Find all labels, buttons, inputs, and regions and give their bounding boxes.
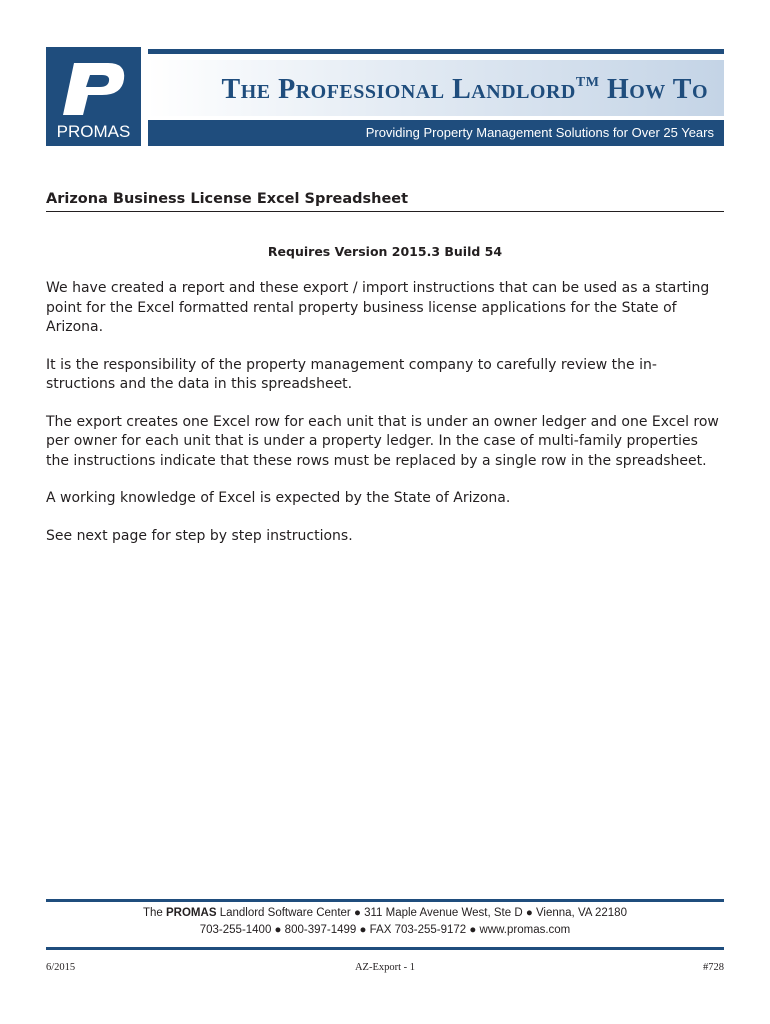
paragraph-export-rows: The export creates one Excel row for each unit that is under an owner ledger and one Excel row per owner for each unit that is under a property ledger. In the case of multi-family properties the instructions indicate that these rows must be replaced by a single row in the spreadsheet. <box>46 413 719 469</box>
footer-address-text: Landlord Software Center ● 311 Maple Avenue West, Ste D ● Vienna, VA 22180 <box>216 907 627 919</box>
logo-text: PROMAS <box>56 122 131 141</box>
p-logo-icon <box>46 49 141 123</box>
footer-top-rule <box>46 899 724 902</box>
promas-logo <box>46 47 141 146</box>
title-band <box>148 60 724 116</box>
title-suffix: How To <box>599 74 708 105</box>
paragraph-next-page: See next page for step by step instructions. <box>46 527 353 544</box>
tagline: Providing Property Management Solutions for Over 25 Years <box>365 125 714 140</box>
footer-brand: PROMAS <box>166 907 217 919</box>
footer-address <box>46 905 724 939</box>
paragraph-intro: We have created a report and these export / import instructions that can be used as a starting point for the Excel formatted rental property business license applications for the State of Arizona. <box>46 280 710 335</box>
version-requirement: Requires Version 2015.3 Build 54 <box>267 244 503 259</box>
footer-bottom-rule <box>46 947 724 950</box>
page-title <box>222 74 708 106</box>
revision-date: 6/2015 <box>46 962 76 973</box>
paragraph-excel-knowledge: A working knowledge of Excel is expected by the State of Arizona. <box>46 490 511 506</box>
footer-prefix: The <box>143 907 167 919</box>
trademark-mark: TM <box>575 75 600 90</box>
document-body <box>46 279 724 564</box>
footer-contact-line: 703-255-1400 ● 800-397-1499 ● FAX 703-255-9172 ● www.promas.com <box>199 924 571 936</box>
page-meta <box>46 962 724 976</box>
paragraph-responsibility: It is the responsibility of the property management company to carefully review the in-structions and the data in this spreadsheet. <box>46 356 657 392</box>
document-heading: Arizona Business License Excel Spreadsheet <box>46 191 724 212</box>
tagline-band <box>148 120 724 146</box>
footer-address-line1 <box>46 905 724 922</box>
title-main: The Professional Landlord <box>221 74 576 105</box>
header-top-rule <box>148 49 724 54</box>
document-number: #728 <box>703 962 724 973</box>
page-number: AZ-Export - 1 <box>354 962 416 973</box>
